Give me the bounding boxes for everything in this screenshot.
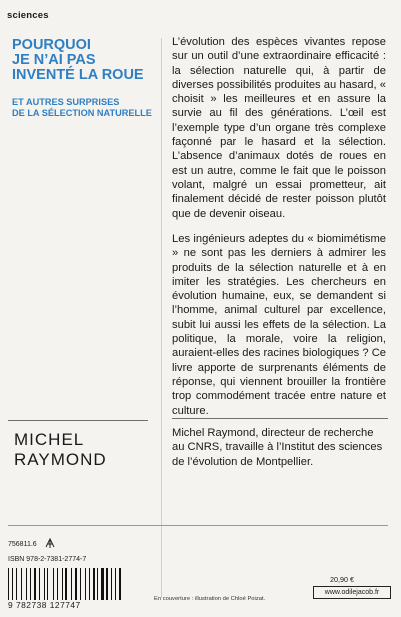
barcode-bar	[57, 568, 58, 600]
barcode-bar	[46, 568, 47, 600]
barcode-bar	[34, 568, 36, 600]
barcode-bar	[28, 568, 29, 600]
barcode-bar	[14, 568, 15, 600]
barcode-bar	[73, 568, 74, 600]
barcode-divider	[8, 525, 388, 526]
barcode-bar	[32, 568, 33, 600]
price: 20,90 €	[330, 575, 354, 584]
barcode-bar	[91, 568, 92, 600]
barcode-bar	[18, 568, 20, 600]
barcode-bar	[97, 568, 98, 600]
barcode-bar	[12, 568, 14, 600]
author-line: RAYMOND	[14, 450, 107, 469]
barcode-bar	[93, 568, 95, 600]
barcode-bar	[80, 568, 81, 600]
product-code: 756811.6	[8, 541, 37, 548]
barcode-bar	[105, 568, 106, 600]
series-label: sciences	[7, 10, 49, 21]
barcode-bar	[8, 568, 9, 600]
publisher-logo-icon	[44, 537, 56, 549]
barcode-bar	[89, 568, 91, 600]
author-name	[14, 430, 107, 470]
title-line: POURQUOI	[12, 37, 91, 53]
barcode-bar	[30, 568, 32, 600]
barcode-bar	[85, 568, 86, 600]
website-link[interactable]: www.odilejacob.fr	[313, 586, 391, 599]
barcode-bar	[87, 568, 88, 600]
barcode-bar	[64, 568, 65, 600]
blurb-paragraph-1: L’évolution des espèces vivantes repose sur un outil d’une extraordinaire efficacité : la sélection naturelle qui, à partir de diverses possibilités produites au hasard, « choisit » les meilleures et en assure la survie au fil des générations. L’œil est l’exemple type d’un organe très complexe façonné par le hasard et la sélection. L’absence d’animaux dotés de roues en est un autre, comme le fait que le poisson volant, malgré un essai prometteur, ait finalement décidé de rester poisson plutôt que de devenir oiseau.	[172, 36, 386, 220]
book-title	[12, 38, 152, 83]
barcode-bar	[55, 568, 56, 600]
barcode-bar	[44, 568, 45, 600]
author-line: MICHEL	[14, 430, 85, 449]
author-divider-right	[172, 418, 388, 419]
author-bio: Michel Raymond, directeur de recherche au CNRS, travaille à l’Institut des sciences de l’évolution de Montpellier.	[172, 427, 383, 468]
barcode-bar	[119, 568, 121, 600]
barcode-bar	[109, 568, 110, 600]
barcode-bar	[99, 568, 100, 600]
title-line: INVENTÉ LA ROUE	[12, 67, 144, 83]
barcode-bar	[68, 568, 70, 600]
barcode-bar	[115, 568, 116, 600]
barcode-bar	[10, 568, 11, 600]
column-divider	[161, 38, 162, 598]
barcode-bar	[122, 568, 123, 600]
barcode-bar	[41, 568, 43, 600]
barcode-icon	[8, 568, 124, 600]
barcode-bar	[21, 568, 22, 600]
barcode-bar	[71, 568, 72, 600]
barcode-bar	[37, 568, 38, 600]
barcode-bar	[106, 568, 108, 600]
barcode-bar	[101, 568, 103, 600]
barcode-bar	[16, 568, 17, 600]
barcode-bar	[78, 568, 79, 600]
barcode-bar	[53, 568, 55, 600]
barcode-bar	[96, 568, 97, 600]
cover-credit: En couverture : illustration de Chloé Poizat.	[154, 596, 266, 602]
barcode-bar	[49, 568, 51, 600]
author-divider-left	[8, 420, 148, 421]
subtitle-line: DE LA SÉLECTION NATURELLE	[12, 108, 152, 118]
blurb-paragraph-2: Les ingénieurs adeptes du « biomimétisme » ne sont pas les derniers à admirer les produits de la sélection naturelle et à en imiter les stratégies. Les chercheurs en évolution humaine, eux, se demandent si l’homme, animal culturel par excellence, subit lui aussi les effets de la sélection. La politique, la morale, voire la religion, auraient-elles des racines biologiques ? Ce livre apporte de surprenants éléments de réponse, qui viennent brouiller la frontière trop commodément tracée entre nature et culture.	[172, 233, 386, 417]
barcode-bar	[62, 568, 63, 600]
subtitle-line: ET AUTRES SURPRISES	[12, 97, 120, 107]
barcode-bar	[23, 568, 25, 600]
book-subtitle	[12, 97, 167, 119]
barcode-bar	[47, 568, 48, 600]
barcode-bar	[111, 568, 112, 600]
title-line: JE N’AI PAS	[12, 52, 96, 68]
barcode-bar	[59, 568, 61, 600]
barcode-bar	[113, 568, 115, 600]
barcode-bar	[39, 568, 40, 600]
barcode-bar	[65, 568, 67, 600]
barcode-bar	[117, 568, 118, 600]
barcode-number: 9 782738 127747	[8, 600, 81, 610]
isbn: ISBN 978-2-7381-2774-7	[8, 556, 87, 563]
barcode-bar	[75, 568, 77, 600]
barcode-bar	[81, 568, 83, 600]
barcode-bar	[26, 568, 27, 600]
